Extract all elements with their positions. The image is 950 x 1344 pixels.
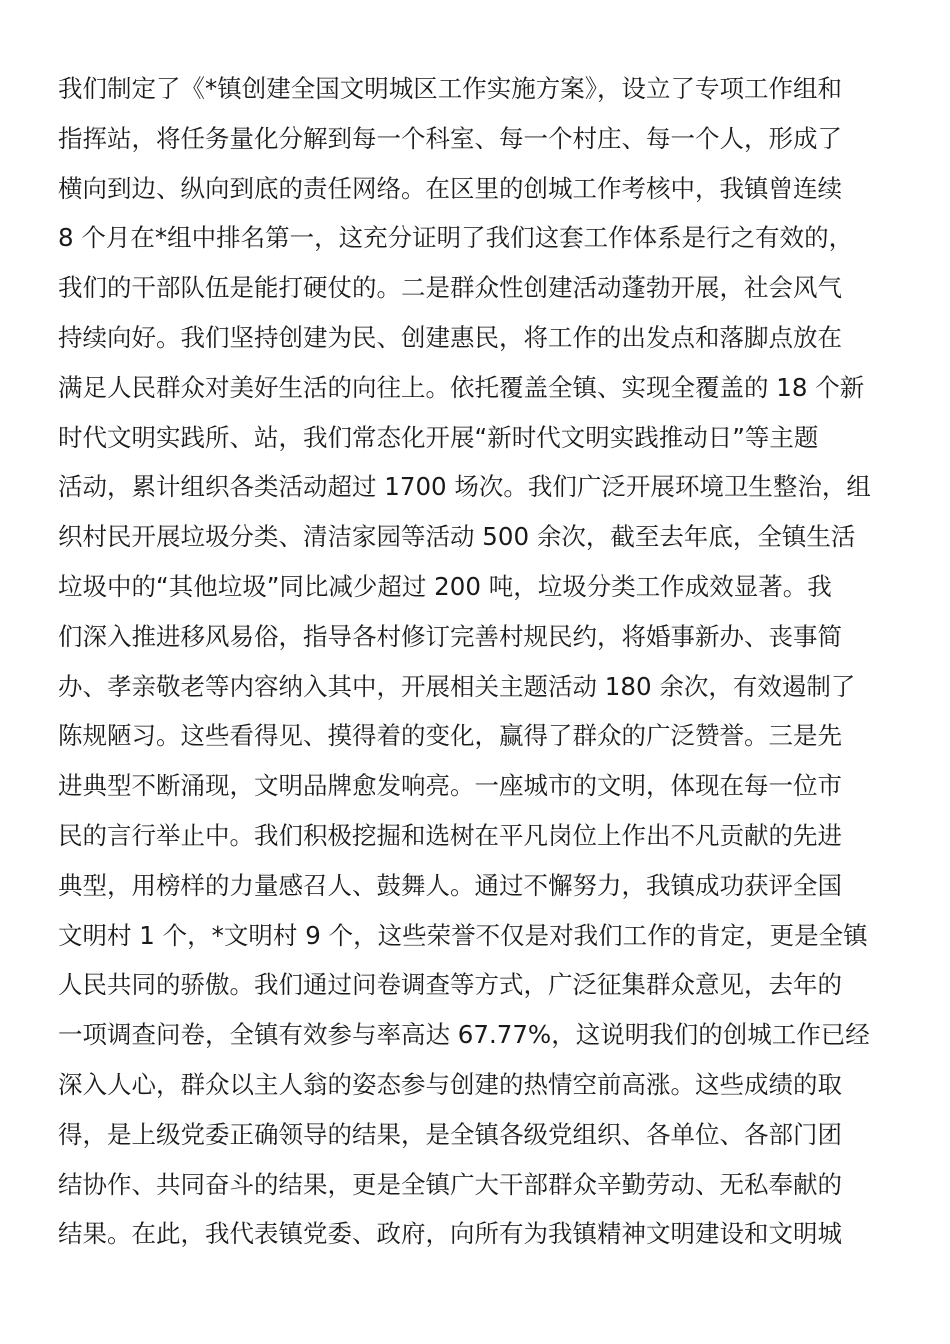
- text-line: 文明村 1 个，*文明村 9 个，这些荣誉不仅是对我们工作的肯定，更是全镇: [58, 920, 868, 950]
- text-line: 满足人民群众对美好生活的向往上。依托覆盖全镇、实现全覆盖的 18 个新: [58, 372, 865, 402]
- text-line: 指挥站，将任务量化分解到每一个科室、每一个村庄、每一个人，形成了: [58, 123, 842, 153]
- text-line: 一项调查问卷，全镇有效参与率高达 67.77%，这说明我们的创城工作已经: [58, 1020, 870, 1050]
- text-line: 织村民开展垃圾分类、清洁家园等活动 500 余次，截至去年底，全镇生活: [58, 522, 856, 552]
- text-line: 横向到边、纵向到底的责任网络。在区里的创城工作考核中，我镇曾连续: [58, 173, 842, 203]
- text-line: 垃圾中的“其他垃圾”同比减少超过 200 吨，垃圾分类工作成效显著。我: [58, 571, 832, 601]
- text-line: 活动，累计组织各类活动超过 1700 场次。我们广泛开展环境卫生整治，组: [58, 472, 871, 502]
- text-line: 结果。在此，我代表镇党委、政府，向所有为我镇精神文明建设和文明城: [58, 1219, 842, 1249]
- text-line: 人民共同的骄傲。我们通过问卷调查等方式，广泛征集群众意见，去年的: [58, 970, 842, 1000]
- text-line: 办、孝亲敬老等内容纳入其中，开展相关主题活动 180 余次，有效遏制了: [58, 671, 856, 701]
- text-line: 持续向好。我们坚持创建为民、创建惠民，将工作的出发点和落脚点放在: [58, 322, 842, 352]
- text-line: 时代文明实践所、站，我们常态化开展“新时代文明实践推动日”等主题: [58, 422, 819, 452]
- text-line: 我们的干部队伍是能打硬仗的。二是群众性创建活动蓬勃开展，社会风气: [58, 273, 842, 303]
- text-line: 进典型不断涌现，文明品牌愈发响亮。一座城市的文明，体现在每一位市: [58, 771, 842, 801]
- body-text: [58, 64, 898, 1259]
- text-line: 深入人心，群众以主人翁的姿态参与创建的热情空前高涨。这些成绩的取: [58, 1069, 842, 1099]
- text-line: 8 个月在*组中排名第一，这充分证明了我们这套工作体系是行之有效的，: [58, 223, 854, 253]
- text-line: 们深入推进移风易俗，指导各村修订完善村规民约，将婚事新办、丧事简: [58, 621, 842, 651]
- text-line: 陈规陋习。这些看得见、摸得着的变化，赢得了群众的广泛赞誉。三是先: [58, 721, 842, 751]
- text-line: 得，是上级党委正确领导的结果，是全镇各级党组织、各单位、各部门团: [58, 1119, 842, 1149]
- text-line: 民的言行举止中。我们积极挖掘和选树在平凡岗位上作出不凡贡献的先进: [58, 820, 842, 850]
- text-line: 我们制定了《*镇创建全国文明城区工作实施方案》，设立了专项工作组和: [58, 74, 842, 103]
- text-line: 典型，用榜样的力量感召人、鼓舞人。通过不懈努力，我镇成功获评全国: [58, 870, 842, 900]
- text-line: 结协作、共同奋斗的结果，更是全镇广大干部群众辛勤劳动、无私奉献的: [58, 1169, 842, 1199]
